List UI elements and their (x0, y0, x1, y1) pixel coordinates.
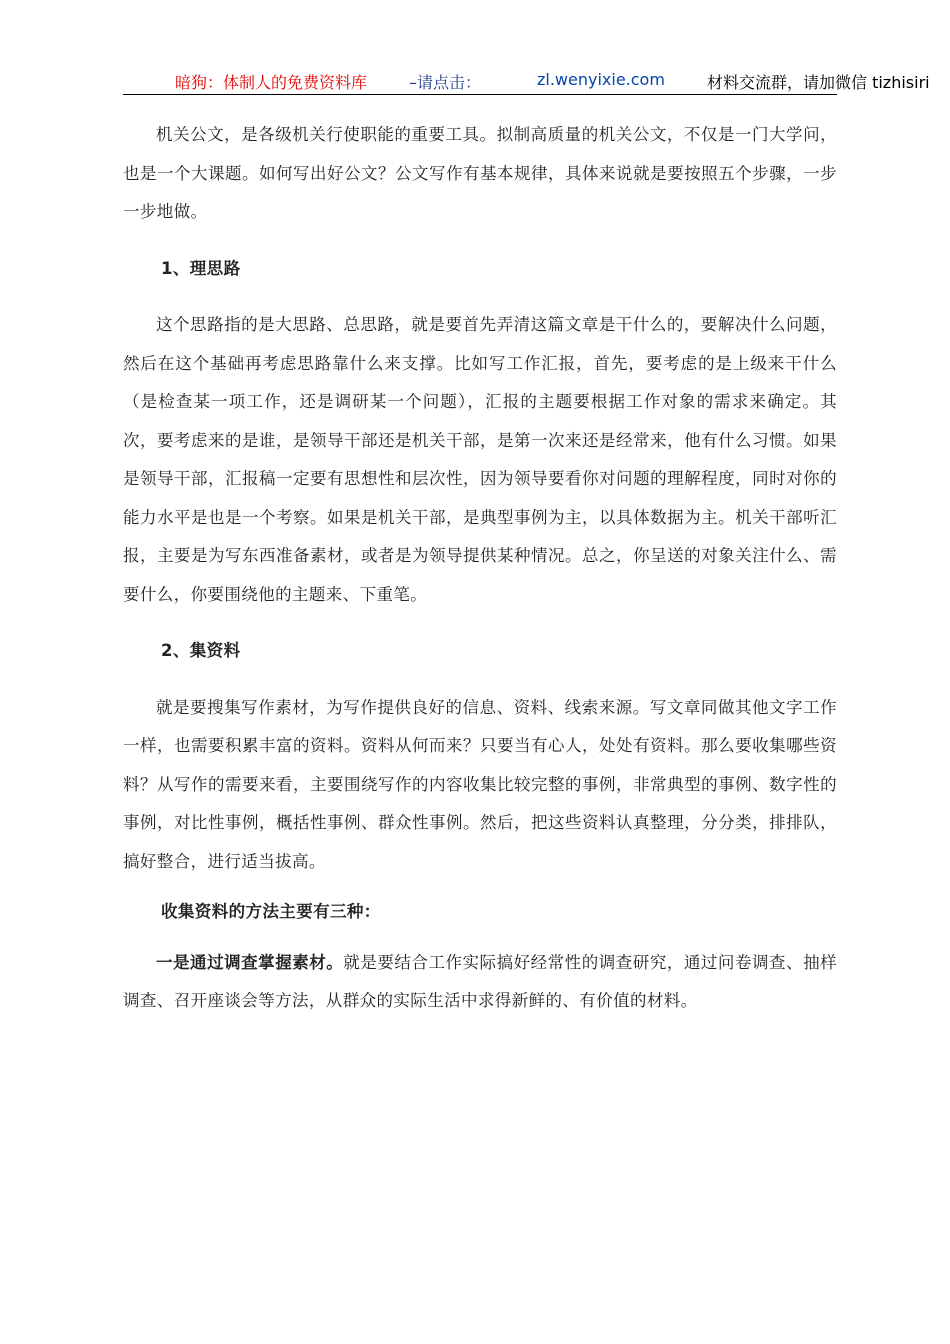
wechat-group-text: 材料交流群，请加微信 tizhisiri (707, 73, 930, 92)
method-1-paragraph (123, 944, 837, 1021)
methods-heading: 收集资料的方法主要有三种： (161, 902, 381, 921)
page-header (123, 66, 930, 95)
method-1-text: 就是要结合工作实际搞好经常性的调查研究，通过问卷调查、抽样调查、召开座谈会等方法，从群众的实际生活中求得新鲜的、有价值的材料。 (123, 952, 837, 1010)
section-2-paragraph: 就是要搜集写作素材，为写作提供良好的信息、资料、线索来源。写文章同做其他文字工作一样，也需要积累丰富的资料。资料从何而来？只要当有心人，处处有资料。那么要收集哪些资料？从写作的需要来看，主要围绕写作的内容收集比较完整的事例，非常典型的事例、数字性的事例，对比性事例，概括性事例、群众性事例。然后，把这些资料认真整理，分分类，排排队，搞好整合，进行适当拔高。 (123, 697, 837, 871)
intro-paragraph: 机关公文，是各级机关行使职能的重要工具。拟制高质量的机关公文，不仅是一门大学问，也是一个大课题。如何写出好公文？公文写作有基本规律，具体来说就是要按照五个步骤，一步一步地做。 (123, 125, 837, 221)
section-heading-1: 1、理思路 (161, 258, 241, 278)
click-label: –请点击： (409, 73, 482, 92)
section-1-paragraph: 这个思路指的是大思路、总思路，就是要首先弄清这篇文章是干什么的，要解决什么问题，然后在这个基础再考虑思路靠什么来支撑。比如写工作汇报，首先，要考虑的是上级来干什么（是检查某一项工作，还是调研某一个问题），汇报的主题要根据工作对象的需求来确定。其次，要考虑来的是谁，是领导干部还是机关干部，是第一次来还是经常来，他有什么习惯。如果是领导干部，汇报稿一定要有思想性和层次性，因为领导要看你对问题的理解程度，同时对你的能力水平是也是一个考察。如果是机关干部，是典型事例为主，以具体数据为主。机关干部听汇报，主要是为写东西准备素材，或者是为领导提供某种情况。总之，你呈送的对象关注什么、需要什么，你要围绕他的主题来、下重笔。 (123, 315, 837, 604)
document-body (123, 116, 837, 1021)
site-link[interactable]: zl.wenyixie.com (537, 70, 665, 89)
method-1-lead: 一是通过调查掌握素材。 (156, 952, 344, 972)
section-heading-2: 2、集资料 (161, 641, 241, 660)
site-name: 暗狗：体制人的免费资料库 (175, 73, 368, 92)
